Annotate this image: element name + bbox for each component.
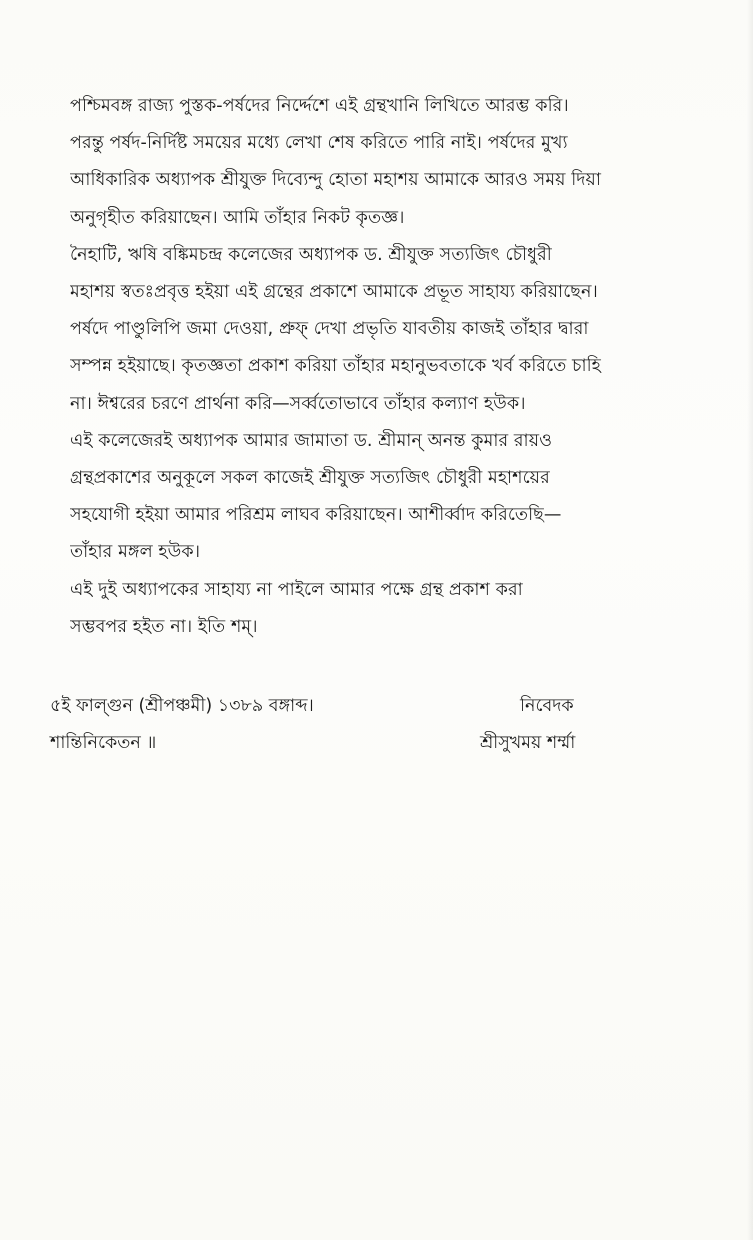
- paragraph-1: [70, 88, 640, 237]
- paragraph-4: [70, 572, 640, 646]
- text-line: গ্রন্থপ্রকাশের অনুকূলে সকল কাজেই শ্রীযুক্ত সত্যজিৎ চৌধুরী মহাশয়ের: [70, 468, 550, 489]
- text-line: পর্ষদে পাণ্ডুলিপি জমা দেওয়া, প্রুফ্ দেখা প্রভৃতি যাবতীয় কাজই তাঁহার দ্বারা: [70, 319, 589, 340]
- footer-row-1: [50, 688, 610, 725]
- text-line: নৈহাটি, ঋষি বঙ্কিমচন্দ্র কলেজের অধ্যাপক ড. শ্রীযুক্ত সত্যজিৎ চৌধুরী: [70, 244, 552, 265]
- author-name: শ্রীসুখময় শর্ম্মা: [480, 733, 576, 753]
- text-line: সম্পন্ন হইয়াছে। কৃতজ্ঞতা প্রকাশ করিয়া তাঁহার মহানুভবতাকে খর্ব করিতে চাহি: [70, 356, 601, 377]
- place-line: শান্তিনিকেতন ॥: [50, 733, 157, 753]
- text-line: আধিকারিক অধ্যাপক শ্রীযুক্ত দিব্যেন্দু হোতা মহাশয় আমাকে আরও সময় দিয়া: [70, 170, 601, 191]
- scan-edge-shadow: [747, 0, 753, 1240]
- text-line: পরন্তু পর্ষদ-নির্দিষ্ট সময়ের মধ্যে লেখা শেষ করিতে পারি নাই। পর্ষদের মুখ্য: [70, 133, 568, 154]
- text-line: অনুগৃহীত করিয়াছেন। আমি তাঁহার নিকট কৃতজ্ঞ।: [70, 207, 405, 228]
- signature-block: [50, 688, 610, 762]
- text-line: এই দুই অধ্যাপকের সাহায্য না পাইলে আমার পক্ষে গ্রন্থ প্রকাশ করা: [70, 579, 523, 600]
- text-line: সম্ভবপর হইত না। ইতি শম্।: [70, 616, 258, 637]
- text-line: এই কলেজেরই অধ্যাপক আমার জামাতা ড. শ্রীমান্ অনন্ত কুমার রায়ও: [70, 430, 553, 451]
- text-line: সহযোগী হইয়া আমার পরিশ্রম লাঘব করিয়াছেন। আশীর্ব্বাদ করিতেছি—: [70, 505, 562, 526]
- text-line: তাঁহার মঙ্গল হউক।: [70, 542, 201, 563]
- text-line: পশ্চিমবঙ্গ রাজ্য পুস্তক-পর্ষদের নির্দ্দেশে এই গ্রন্থখানি লিখিতে আরম্ভ করি।: [70, 96, 569, 116]
- text-line: মহাশয় স্বতঃপ্রবৃত্ত হইয়া এই গ্রন্থের প্রকাশে আমাকে প্রভূত সাহায্য করিয়াছেন।: [70, 282, 598, 303]
- paragraph-2: [70, 237, 640, 423]
- date-line: ৫ই ফাল্গুন (শ্রীপঞ্চমী) ১৩৮৯ বঙ্গাব্দ।: [50, 696, 314, 716]
- nibedak-label: নিবেদক: [520, 696, 574, 716]
- paragraph-3: [70, 423, 640, 572]
- text-line: না। ঈশ্বরের চরণে প্রার্থনা করি—সর্ব্বতোভাবে তাঁহার কল্যাণ হউক।: [70, 393, 526, 414]
- preface-body: [70, 88, 640, 646]
- footer-row-2: [50, 725, 610, 762]
